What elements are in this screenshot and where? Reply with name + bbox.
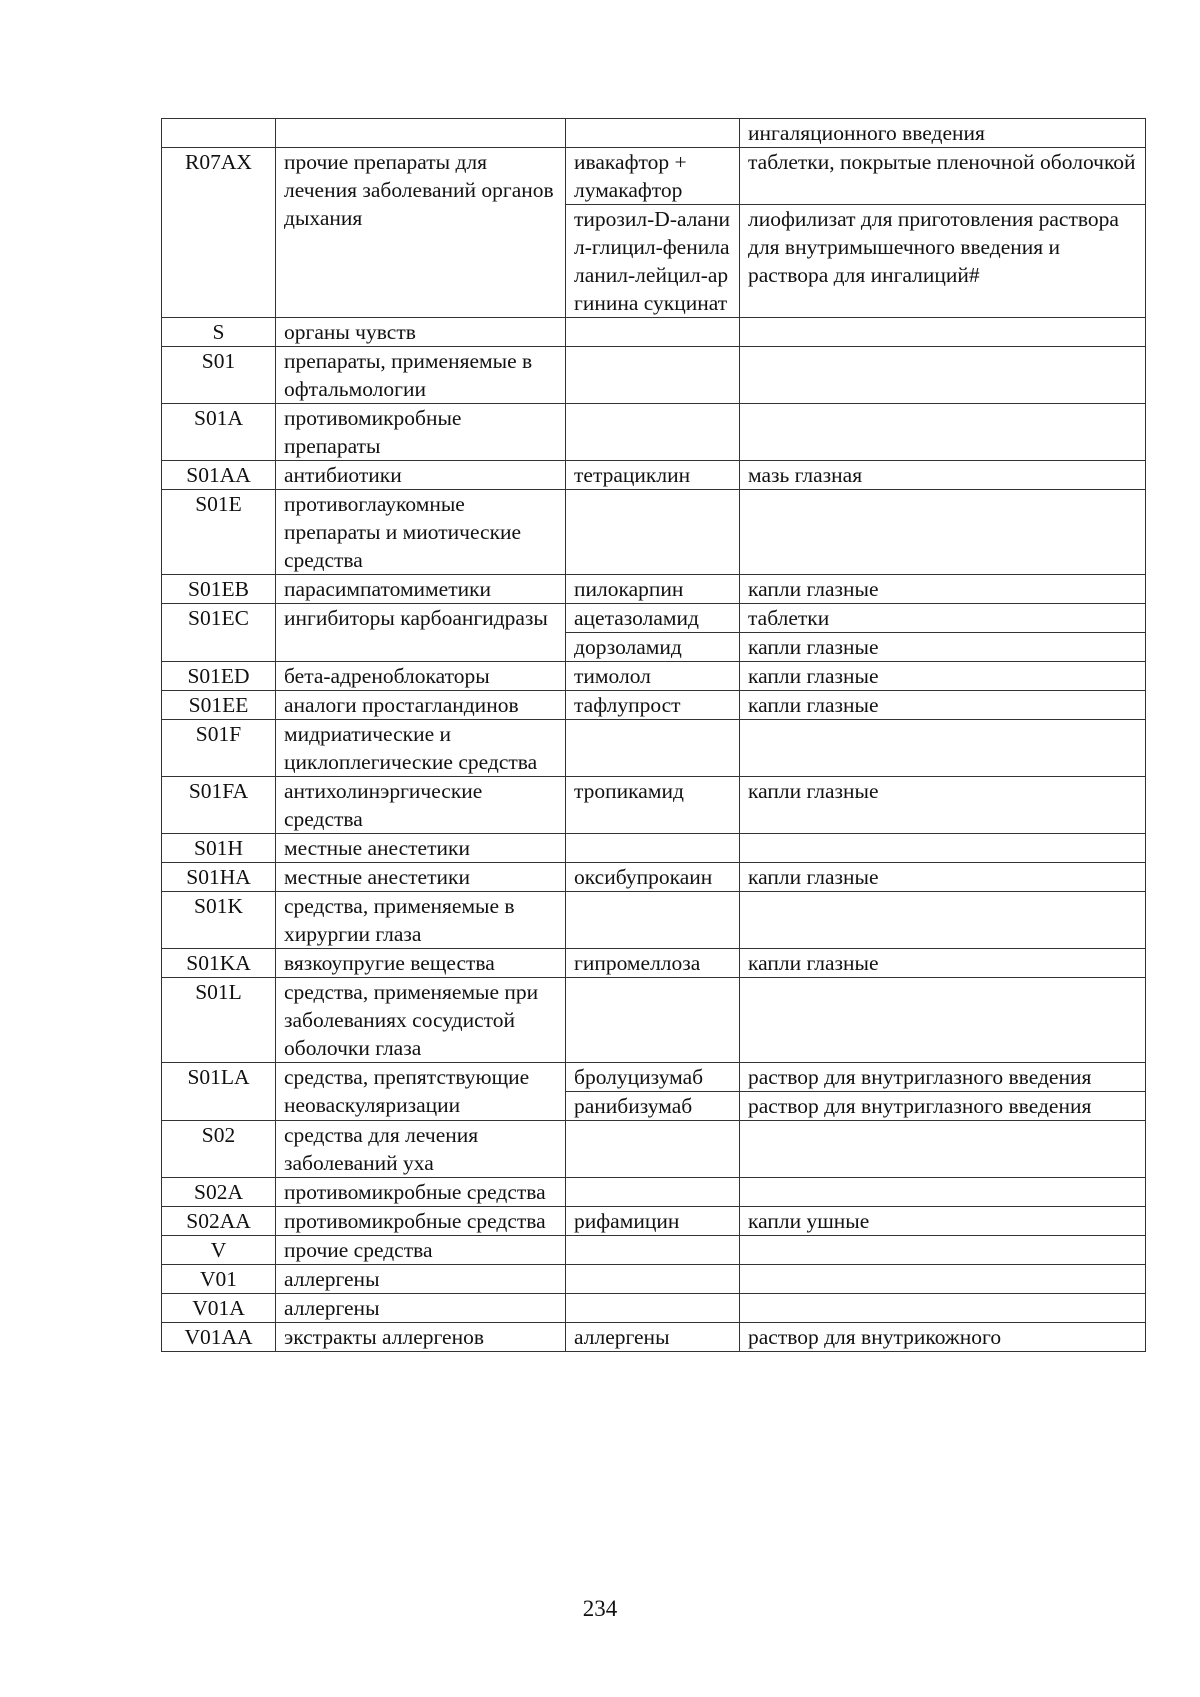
- drug-name-cell: тимолол: [566, 662, 740, 691]
- atc-code-cell: V01AA: [162, 1323, 276, 1352]
- atc-code-cell: S01A: [162, 404, 276, 461]
- table-row: [162, 720, 1146, 777]
- table-row: [162, 119, 1146, 148]
- table-row: [162, 604, 1146, 633]
- dosage-form-cell: [740, 318, 1146, 347]
- atc-code-cell: V01: [162, 1265, 276, 1294]
- atc-code-cell: S01K: [162, 892, 276, 949]
- table-row: [162, 777, 1146, 834]
- group-name-cell: аллергены: [276, 1294, 566, 1323]
- atc-code-cell: S01ED: [162, 662, 276, 691]
- dosage-form-cell: раствор для внутрикожного: [740, 1323, 1146, 1352]
- table-row: [162, 978, 1146, 1063]
- table-row: [162, 1207, 1146, 1236]
- atc-code-cell: R07AX: [162, 148, 276, 318]
- drug-name-cell: ацетазоламид: [566, 604, 740, 633]
- drug-name-cell: ранибизумаб: [566, 1092, 740, 1121]
- drug-name-cell: аллергены: [566, 1323, 740, 1352]
- drug-name-cell: бролуцизумаб: [566, 1063, 740, 1092]
- drug-name-cell: [566, 720, 740, 777]
- group-name-cell: средства, применяемые при заболеваниях сосудистой оболочки глаза: [276, 978, 566, 1063]
- drug-name-cell: тафлупрост: [566, 691, 740, 720]
- dosage-form-cell: капли глазные: [740, 662, 1146, 691]
- group-name-cell: средства, применяемые в хирургии глаза: [276, 892, 566, 949]
- dosage-form-cell: [740, 490, 1146, 575]
- group-name-cell: противоглаукомные препараты и миотические средства: [276, 490, 566, 575]
- atc-code-cell: [162, 119, 276, 148]
- atc-code-cell: S01EE: [162, 691, 276, 720]
- table-row: [162, 1294, 1146, 1323]
- group-name-cell: антихолинэргические средства: [276, 777, 566, 834]
- atc-code-cell: S02: [162, 1121, 276, 1178]
- group-name-cell: прочие препараты для лечения заболеваний органов дыхания: [276, 148, 566, 318]
- atc-code-cell: S02A: [162, 1178, 276, 1207]
- atc-code-cell: S01FA: [162, 777, 276, 834]
- atc-code-cell: S01KA: [162, 949, 276, 978]
- table-row: [162, 662, 1146, 691]
- table-row: [162, 691, 1146, 720]
- dosage-form-cell: капли ушные: [740, 1207, 1146, 1236]
- table-row: [162, 404, 1146, 461]
- dosage-form-cell: [740, 1294, 1146, 1323]
- table-row: [162, 1063, 1146, 1092]
- group-name-cell: препараты, применяемые в офтальмологии: [276, 347, 566, 404]
- table-row: [162, 949, 1146, 978]
- drug-name-cell: тропикамид: [566, 777, 740, 834]
- drug-name-cell: тетрациклин: [566, 461, 740, 490]
- drug-name-cell: [566, 1236, 740, 1265]
- group-name-cell: местные анестетики: [276, 863, 566, 892]
- drug-name-cell: [566, 1265, 740, 1294]
- drug-name-cell: [566, 318, 740, 347]
- table-row: [162, 1236, 1146, 1265]
- atc-code-cell: S01EB: [162, 575, 276, 604]
- dosage-form-cell: капли глазные: [740, 949, 1146, 978]
- drug-name-cell: [566, 490, 740, 575]
- dosage-form-cell: [740, 892, 1146, 949]
- group-name-cell: экстракты аллергенов: [276, 1323, 566, 1352]
- table-row: [162, 834, 1146, 863]
- dosage-form-cell: лиофилизат для приготовления раствора для внутримышечного введения и раствора для ингалиций#: [740, 205, 1146, 318]
- dosage-form-cell: мазь глазная: [740, 461, 1146, 490]
- drug-name-cell: гипромеллоза: [566, 949, 740, 978]
- group-name-cell: ингибиторы карбоангидразы: [276, 604, 566, 662]
- atc-code-cell: S01H: [162, 834, 276, 863]
- table-row: [162, 1323, 1146, 1352]
- group-name-cell: противомикробные средства: [276, 1207, 566, 1236]
- dosage-form-cell: [740, 404, 1146, 461]
- atc-code-cell: S01L: [162, 978, 276, 1063]
- group-name-cell: прочие средства: [276, 1236, 566, 1265]
- dosage-form-cell: капли глазные: [740, 863, 1146, 892]
- dosage-form-cell: [740, 1236, 1146, 1265]
- table-row: [162, 1265, 1146, 1294]
- group-name-cell: средства для лечения заболеваний уха: [276, 1121, 566, 1178]
- drug-name-cell: пилокарпин: [566, 575, 740, 604]
- atc-code-cell: S02AA: [162, 1207, 276, 1236]
- group-name-cell: мидриатические и циклоплегические средства: [276, 720, 566, 777]
- table-row: [162, 1121, 1146, 1178]
- group-name-cell: органы чувств: [276, 318, 566, 347]
- drug-name-cell: ивакафтор + лумакафтор: [566, 148, 740, 205]
- atc-code-cell: S01HA: [162, 863, 276, 892]
- table-row: [162, 1178, 1146, 1207]
- table-row: [162, 490, 1146, 575]
- group-name-cell: аллергены: [276, 1265, 566, 1294]
- dosage-form-cell: [740, 720, 1146, 777]
- atc-code-cell: S01E: [162, 490, 276, 575]
- table-row: [162, 575, 1146, 604]
- atc-code-cell: S01: [162, 347, 276, 404]
- table-row: [162, 863, 1146, 892]
- group-name-cell: [276, 119, 566, 148]
- atc-code-cell: V: [162, 1236, 276, 1265]
- dosage-form-cell: раствор для внутриглазного введения: [740, 1063, 1146, 1092]
- drug-name-cell: [566, 978, 740, 1063]
- table-row: [162, 148, 1146, 205]
- dosage-form-cell: [740, 1178, 1146, 1207]
- dosage-form-cell: ингаляционного введения: [740, 119, 1146, 148]
- group-name-cell: антибиотики: [276, 461, 566, 490]
- dosage-form-cell: [740, 347, 1146, 404]
- atc-code-cell: S01EC: [162, 604, 276, 662]
- atc-code-cell: S01AA: [162, 461, 276, 490]
- page-number: 234: [582, 1596, 618, 1621]
- dosage-form-cell: [740, 1265, 1146, 1294]
- drug-name-cell: оксибупрокаин: [566, 863, 740, 892]
- drug-name-cell: [566, 892, 740, 949]
- drug-name-cell: [566, 1294, 740, 1323]
- group-name-cell: местные анестетики: [276, 834, 566, 863]
- drug-name-cell: [566, 834, 740, 863]
- group-name-cell: аналоги простагландинов: [276, 691, 566, 720]
- dosage-form-cell: раствор для внутриглазного введения: [740, 1092, 1146, 1121]
- atc-code-cell: S01F: [162, 720, 276, 777]
- atc-code-cell: V01A: [162, 1294, 276, 1323]
- drug-name-cell: дорзоламид: [566, 633, 740, 662]
- drug-name-cell: [566, 347, 740, 404]
- dosage-form-cell: [740, 834, 1146, 863]
- drug-table: [161, 118, 1146, 1352]
- dosage-form-cell: капли глазные: [740, 777, 1146, 834]
- drug-name-cell: [566, 1121, 740, 1178]
- group-name-cell: противомикробные препараты: [276, 404, 566, 461]
- table-row: [162, 461, 1146, 490]
- table-row: [162, 347, 1146, 404]
- dosage-form-cell: таблетки, покрытые пленочной оболочкой: [740, 148, 1146, 205]
- group-name-cell: бета-адреноблокаторы: [276, 662, 566, 691]
- dosage-form-cell: капли глазные: [740, 633, 1146, 662]
- drug-name-cell: [566, 404, 740, 461]
- group-name-cell: вязкоупругие вещества: [276, 949, 566, 978]
- drug-name-cell: тирозил-D-аланил-глицил-фенилаланил-лейцил-аргинина сукцинат: [566, 205, 740, 318]
- dosage-form-cell: [740, 978, 1146, 1063]
- dosage-form-cell: [740, 1121, 1146, 1178]
- dosage-form-cell: капли глазные: [740, 691, 1146, 720]
- drug-name-cell: [566, 119, 740, 148]
- group-name-cell: парасимпатомиметики: [276, 575, 566, 604]
- dosage-form-cell: таблетки: [740, 604, 1146, 633]
- group-name-cell: противомикробные средства: [276, 1178, 566, 1207]
- dosage-form-cell: капли глазные: [740, 575, 1146, 604]
- drug-name-cell: рифамицин: [566, 1207, 740, 1236]
- atc-code-cell: S01LA: [162, 1063, 276, 1121]
- group-name-cell: средства, препятствующие неоваскуляризации: [276, 1063, 566, 1121]
- table-row: [162, 892, 1146, 949]
- table-row: [162, 318, 1146, 347]
- atc-code-cell: S: [162, 318, 276, 347]
- drug-name-cell: [566, 1178, 740, 1207]
